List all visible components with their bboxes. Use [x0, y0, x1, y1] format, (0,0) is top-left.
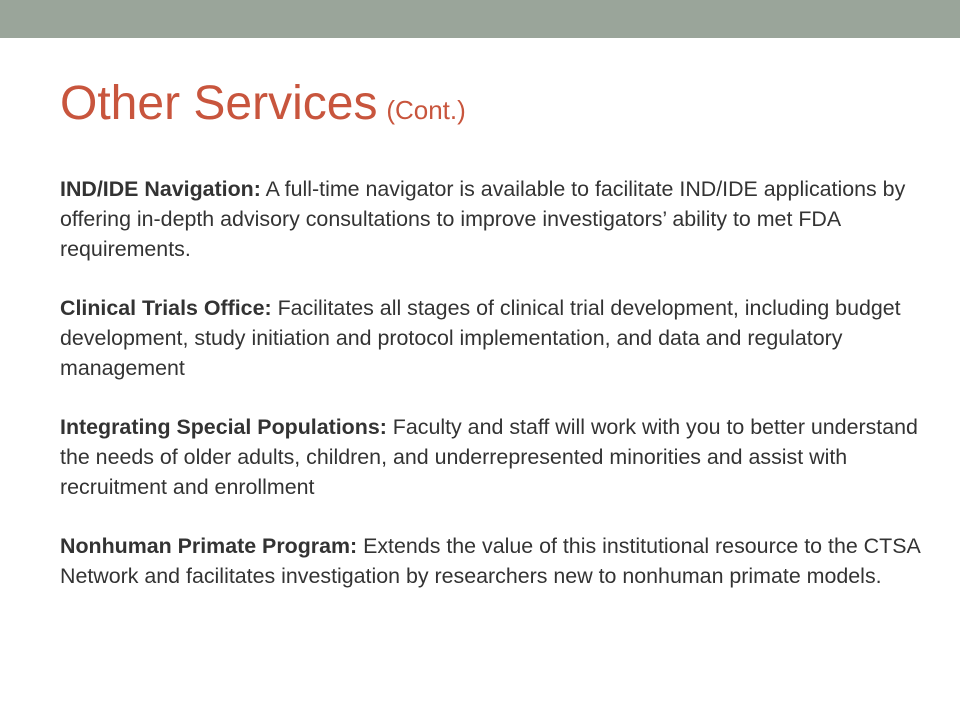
service-heading: Clinical Trials Office: [60, 296, 272, 320]
service-description: Faculty and staff will work with you to better understand the needs of older adults, children, and underrepresented minorities and assist with recruitment and enrollment [60, 415, 918, 499]
service-description: Facilitates all stages of clinical trial development, including budget development, study initiation and protocol implementation, and data and regulatory management [60, 296, 901, 380]
slide-title-suffix: (Cont.) [386, 95, 466, 125]
service-item-special-populations [60, 412, 920, 502]
service-item-nonhuman-primate [60, 531, 920, 591]
slide-title-main: Other Services [60, 77, 378, 130]
service-item-clinical-trials [60, 293, 920, 383]
service-item-ind-ide [60, 174, 920, 264]
service-heading: Nonhuman Primate Program: [60, 534, 358, 558]
service-heading: Integrating Special Populations: [60, 415, 387, 439]
service-description: A full-time navigator is available to facilitate IND/IDE applications by offering in-depth advisory consultations to improve investigators’ ability to met FDA requirements. [60, 177, 906, 261]
service-heading: IND/IDE Navigation: [60, 177, 261, 201]
service-description: Extends the value of this institutional resource to the CTSA Network and facilitates investigation by researchers new to nonhuman primate models. [60, 534, 920, 588]
slide-title [60, 78, 466, 131]
slide-content [60, 174, 920, 620]
top-accent-bar [0, 0, 960, 38]
